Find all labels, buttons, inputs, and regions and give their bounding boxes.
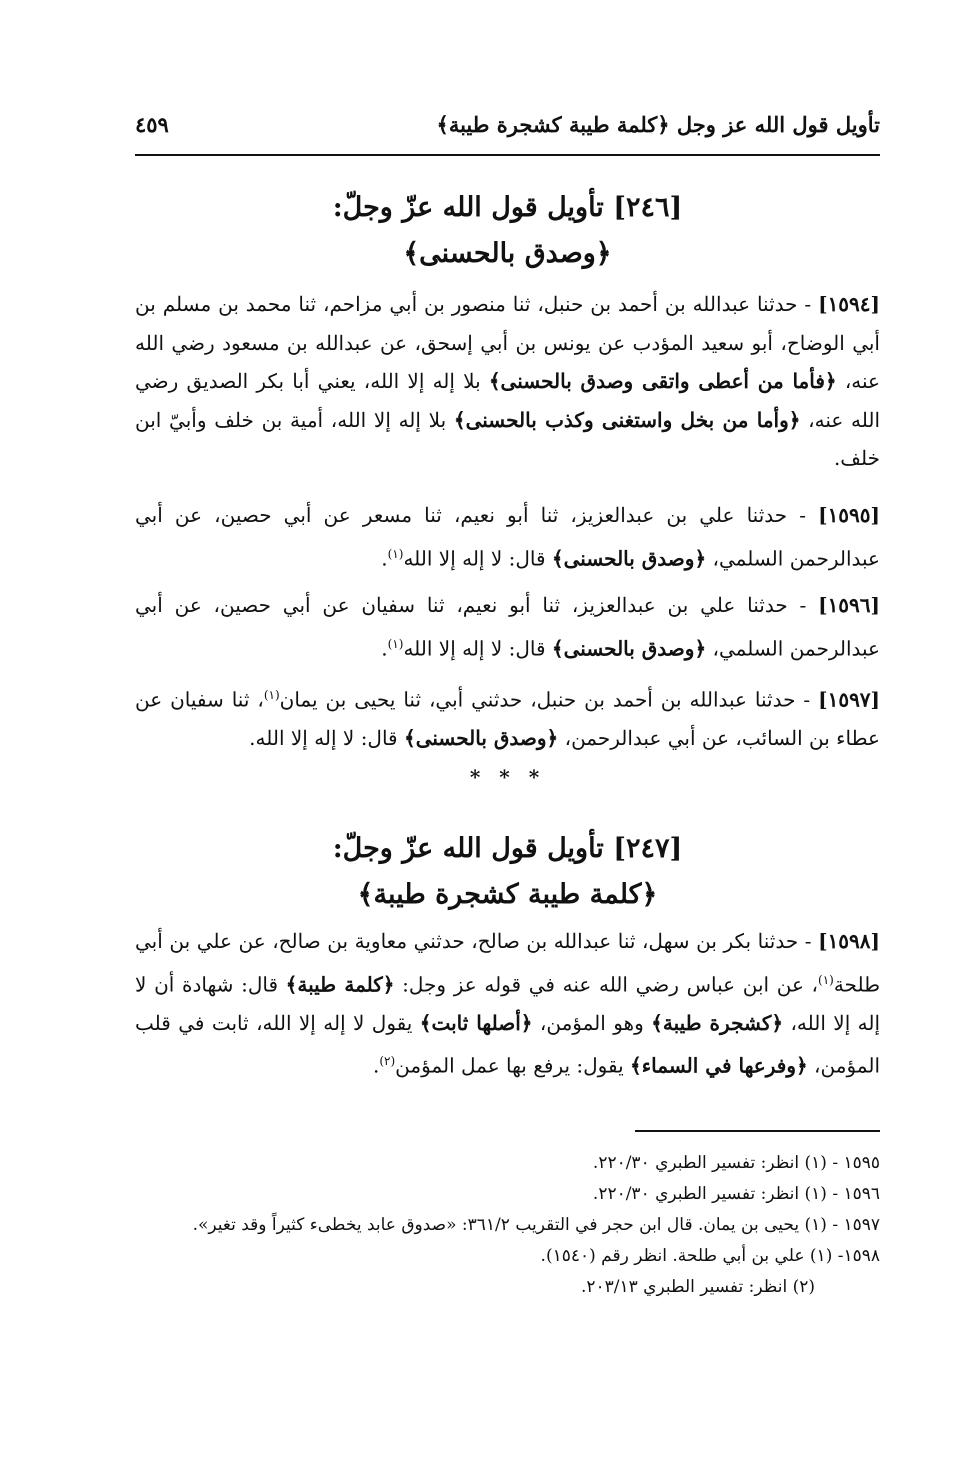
footnote-1598-1: ١٥٩٨- (١) علي بن أبي طلحة. انظر رقم (١٥٤٠). [540, 1246, 880, 1266]
footnote-ref[interactable]: (١) [387, 546, 404, 561]
section-separator: * * * [469, 765, 546, 789]
quran-quote: ﴿وصدق بالحسنى﴾ [403, 726, 559, 751]
hadith-1594 [135, 285, 880, 478]
quran-quote: ﴿أصلها ثابت﴾ [419, 1010, 533, 1035]
hadith-text: قال: شهادة أن لا إله إلا الله، [135, 972, 881, 1035]
footnote-ref[interactable]: (١) [387, 636, 404, 651]
footnote-ref[interactable]: (١) [818, 972, 834, 987]
page-number: ٤٥٩ [135, 112, 169, 137]
hadith-text: يقول: يرفع بها عمل المؤمن [395, 1053, 631, 1078]
hadith-number: [١٥٩٧] [818, 687, 881, 712]
hadith-number: [١٥٩٥] [818, 503, 880, 527]
hadith-text: . [372, 1053, 380, 1078]
quran-quote: ﴿وأما من بخل واستغنى وكذب بالحسنى﴾ [453, 407, 801, 432]
chapter-title-246-line2: ﴿وصدق بالحسنى﴾ [403, 238, 612, 269]
hadith-text: - حدثنا بكر بن سهل، ثنا عبدالله بن صالح، حدثني معاوية بن صالح، عن علي بن أبي طلحة [135, 929, 880, 997]
hadith-number: [١٥٩٦] [818, 593, 880, 617]
hadith-text: بلا إله إلا الله، يعني أبا بكر الصديق رضي الله عنه، [135, 369, 880, 432]
hadith-1598 [135, 922, 880, 1085]
hadith-text: قال: لا إله إلا الله. [249, 726, 404, 751]
quran-quote: ﴿فأما من أعطى واتقى وصدق بالحسنى﴾ [488, 369, 837, 393]
quran-quote: ﴿وصدق بالحسنى﴾ [551, 636, 707, 661]
hadith-text: بلا إله إلا الله، أمية بن خلف وأبيّ ابن خلف. [135, 407, 880, 470]
footnote-1597: ١٥٩٧ - (١) يحيى بن يمان. قال ابن حجر في التقريب ٣٦١/٢: «صدوق عابد يخطىء كثيراً وقد تغير». [192, 1215, 880, 1235]
hadith-text: - حدثنا عبدالله بن أحمد بن حنبل، ثنا منصور بن أبي مزاحم، ثنا محمد بن مسلم بن أبي الوضاح، أبو سعيد المؤدب عن يونس بن أبي إسحق، عن عبدالله بن مسعود رضي الله عنه، [135, 292, 880, 393]
chapter-title-247-line1: [٢٤٧] تأويل قول الله عزّ وجلّ: [332, 833, 683, 864]
hadith-text: ، ثنا سفيان عن عطاء بن السائب، عن أبي عبدالرحمن، [135, 687, 880, 751]
quran-quote: ﴿وفرعها في السماء﴾ [630, 1053, 808, 1078]
hadith-text: قال: لا إله إلا الله [403, 636, 552, 661]
footnotes [120, 1148, 880, 1303]
hadith-1597 [135, 676, 880, 758]
hadith-1595 [135, 496, 880, 578]
hadith-text: - حدثنا علي بن عبدالعزيز، ثنا أبو نعيم، ثنا سفيان عن أبي حصين، عن أبي عبدالرحمن السلمي، [135, 593, 880, 661]
footnote-ref[interactable]: (٢) [379, 1054, 396, 1069]
footnote-divider [635, 1130, 880, 1132]
chapter-title-247-line2: ﴿كلمة طيبة كشجرة طيبة﴾ [357, 879, 658, 910]
hadith-text: ، عن ابن عباس رضي الله عنه في قوله عز وجل: [394, 972, 818, 997]
hadith-1596 [135, 586, 880, 668]
hadith-text: . [381, 636, 388, 661]
quran-quote: ﴿وصدق بالحسنى﴾ [551, 546, 707, 571]
running-title: تأويل قول الله عز وجل ﴿كلمة طيبة كشجرة طيبة﴾ [436, 112, 880, 137]
hadith-text: وهو المؤمن، [532, 1010, 652, 1035]
chapter-title-246 [135, 185, 880, 277]
hadith-text: - حدثنا علي بن عبدالعزيز، ثنا أبو نعيم، ثنا مسعر عن أبي حصين، عن أبي عبدالرحمن السلمي، [135, 503, 880, 571]
page-header [135, 112, 880, 156]
hadith-text: قال: لا إله إلا الله [403, 546, 552, 571]
footnote-1596: ١٥٩٦ - (١) انظر: تفسير الطبري ٢٢٠/٣٠. [592, 1184, 880, 1204]
chapter-title-247 [135, 826, 880, 918]
hadith-text: . [381, 546, 388, 571]
chapter-title-246-line1: [٢٤٦] تأويل قول الله عزّ وجلّ: [332, 192, 683, 223]
hadith-number: [١٥٩٤] [818, 292, 880, 316]
hadith-number: [١٥٩٨] [818, 929, 880, 953]
quran-quote: ﴿كشجرة طيبة﴾ [651, 1010, 784, 1035]
hadith-text: يقول لا إله إلا الله، ثابت في قلب المؤمن، [135, 1010, 880, 1078]
hadith-text: - حدثنا عبدالله بن أحمد بن حنبل، حدثني أبي، ثنا يحيى بن يمان [279, 687, 819, 712]
quran-quote: ﴿كلمة طيبة﴾ [285, 972, 395, 997]
footnote-ref[interactable]: (١) [263, 688, 280, 702]
footnote-1595: ١٥٩٥ - (١) انظر: تفسير الطبري ٢٢٠/٣٠. [592, 1153, 880, 1173]
footnote-1598-2: (٢) انظر: تفسير الطبري ٢٠٣/١٣. [580, 1277, 815, 1297]
